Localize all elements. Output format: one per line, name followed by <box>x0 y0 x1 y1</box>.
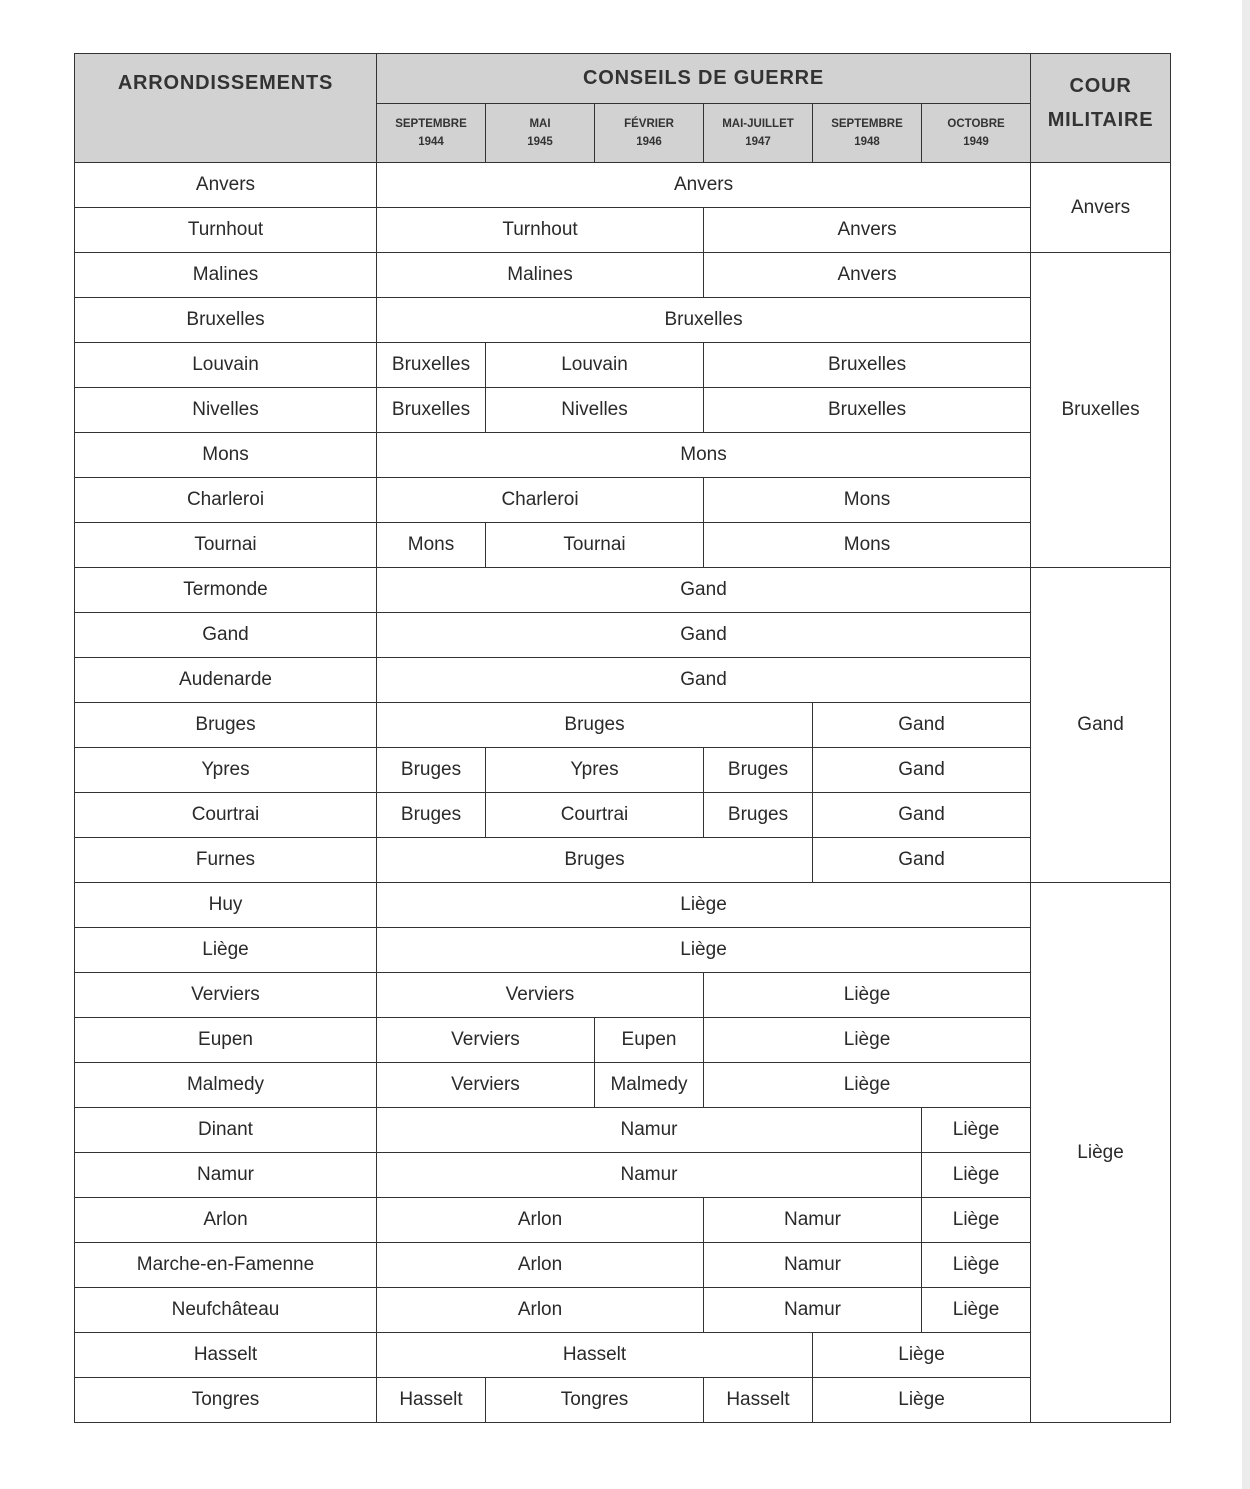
table-header <box>75 54 1171 163</box>
period-year: 1944 <box>418 136 444 148</box>
header-period <box>486 104 595 163</box>
conseil-cell: Bruges <box>377 838 813 883</box>
arrondissement-cell: Arlon <box>75 1198 377 1243</box>
arrondissement-cell: Dinant <box>75 1108 377 1153</box>
conseil-cell: Hasselt <box>377 1378 486 1423</box>
table-row <box>75 658 1171 703</box>
header-period <box>704 104 813 163</box>
period-year: 1945 <box>527 136 553 148</box>
conseil-cell: Liège <box>704 973 1031 1018</box>
conseil-cell: Nivelles <box>486 388 704 433</box>
header-period <box>922 104 1031 163</box>
conseil-cell: Mons <box>377 433 1031 478</box>
conseil-cell: Courtrai <box>486 793 704 838</box>
conseil-cell: Arlon <box>377 1288 704 1333</box>
conseil-cell: Mons <box>704 478 1031 523</box>
conseil-cell: Namur <box>377 1108 922 1153</box>
conseil-cell: Verviers <box>377 1063 595 1108</box>
conseil-cell: Liège <box>813 1378 1031 1423</box>
table-row <box>75 883 1171 928</box>
table-row <box>75 1333 1171 1378</box>
conseil-cell: Hasselt <box>377 1333 813 1378</box>
cour-militaire-cell: Bruxelles <box>1031 253 1171 568</box>
conseil-cell: Liège <box>813 1333 1031 1378</box>
arrondissement-cell: Tournai <box>75 523 377 568</box>
conseil-cell: Tongres <box>486 1378 704 1423</box>
arrondissement-cell: Termonde <box>75 568 377 613</box>
arrondissement-cell: Malmedy <box>75 1063 377 1108</box>
conseil-cell: Mons <box>377 523 486 568</box>
conseil-cell: Verviers <box>377 973 704 1018</box>
conseil-cell: Arlon <box>377 1243 704 1288</box>
table-row <box>75 1153 1171 1198</box>
arrondissement-cell: Hasselt <box>75 1333 377 1378</box>
conseil-cell: Liège <box>377 928 1031 973</box>
arrondissement-cell: Louvain <box>75 343 377 388</box>
conseil-cell: Malines <box>377 253 704 298</box>
conseil-cell: Bruxelles <box>704 388 1031 433</box>
conseil-cell: Tournai <box>486 523 704 568</box>
conseil-cell: Gand <box>813 793 1031 838</box>
conseil-cell: Anvers <box>377 163 1031 208</box>
header-conseils-de-guerre: CONSEILS DE GUERRE <box>377 54 1031 104</box>
table-row <box>75 568 1171 613</box>
table-body <box>75 163 1171 1423</box>
conseil-cell: Eupen <box>595 1018 704 1063</box>
jurisdiction-table <box>74 53 1171 1423</box>
conseil-cell: Bruxelles <box>377 298 1031 343</box>
table-row <box>75 1108 1171 1153</box>
arrondissement-cell: Anvers <box>75 163 377 208</box>
cour-militaire-cell: Gand <box>1031 568 1171 883</box>
period-month: MAI-JUILLET <box>722 118 794 130</box>
table-row <box>75 748 1171 793</box>
conseil-cell: Liège <box>922 1198 1031 1243</box>
table-row <box>75 928 1171 973</box>
table-row <box>75 1378 1171 1423</box>
conseil-cell: Gand <box>813 838 1031 883</box>
cour-militaire-cell: Liège <box>1031 883 1171 1423</box>
arrondissement-cell: Courtrai <box>75 793 377 838</box>
conseil-cell: Gand <box>813 703 1031 748</box>
header-period <box>595 104 704 163</box>
header-period <box>813 104 922 163</box>
conseil-cell: Liège <box>704 1018 1031 1063</box>
arrondissement-cell: Audenarde <box>75 658 377 703</box>
conseil-cell: Bruxelles <box>704 343 1031 388</box>
arrondissement-cell: Namur <box>75 1153 377 1198</box>
period-month: MAI <box>529 118 551 130</box>
table-row <box>75 973 1171 1018</box>
arrondissement-cell: Eupen <box>75 1018 377 1063</box>
table-row <box>75 253 1171 298</box>
table-row <box>75 1063 1171 1108</box>
arrondissement-cell: Marche-en-Famenne <box>75 1243 377 1288</box>
conseil-cell: Namur <box>704 1243 922 1288</box>
arrondissement-cell: Charleroi <box>75 478 377 523</box>
conseil-cell: Bruges <box>704 748 813 793</box>
conseil-cell: Liège <box>922 1288 1031 1333</box>
table-row <box>75 523 1171 568</box>
conseil-cell: Gand <box>813 748 1031 793</box>
conseil-cell: Verviers <box>377 1018 595 1063</box>
conseil-cell: Namur <box>377 1153 922 1198</box>
arrondissement-cell: Turnhout <box>75 208 377 253</box>
conseil-cell: Louvain <box>486 343 704 388</box>
cour-militaire-cell: Anvers <box>1031 163 1171 253</box>
conseil-cell: Bruges <box>377 793 486 838</box>
conseil-cell: Gand <box>377 613 1031 658</box>
conseil-cell: Liège <box>704 1063 1031 1108</box>
arrondissement-cell: Bruges <box>75 703 377 748</box>
conseil-cell: Liège <box>377 883 1031 928</box>
conseil-cell: Bruxelles <box>377 388 486 433</box>
jurisdiction-table-page <box>74 53 1170 1423</box>
table-row <box>75 703 1171 748</box>
period-year: 1947 <box>745 136 771 148</box>
period-month: OCTOBRE <box>947 118 1005 130</box>
table-row <box>75 613 1171 658</box>
page-gutter <box>1242 0 1250 1489</box>
arrondissement-cell: Liège <box>75 928 377 973</box>
conseil-cell: Namur <box>704 1288 922 1333</box>
conseil-cell: Malmedy <box>595 1063 704 1108</box>
table-row <box>75 1018 1171 1063</box>
conseil-cell: Ypres <box>486 748 704 793</box>
period-year: 1946 <box>636 136 662 148</box>
conseil-cell: Gand <box>377 568 1031 613</box>
conseil-cell: Namur <box>704 1198 922 1243</box>
period-year: 1948 <box>854 136 880 148</box>
arrondissement-cell: Tongres <box>75 1378 377 1423</box>
table-row <box>75 298 1171 343</box>
header-row-main <box>75 54 1171 104</box>
arrondissement-cell: Malines <box>75 253 377 298</box>
table-row <box>75 1288 1171 1333</box>
arrondissement-cell: Mons <box>75 433 377 478</box>
arrondissement-cell: Bruxelles <box>75 298 377 343</box>
arrondissement-cell: Verviers <box>75 973 377 1018</box>
header-arrondissements: ARRONDISSEMENTS <box>75 54 377 163</box>
arrondissement-cell: Furnes <box>75 838 377 883</box>
arrondissement-cell: Huy <box>75 883 377 928</box>
table-row <box>75 388 1171 433</box>
conseil-cell: Mons <box>704 523 1031 568</box>
conseil-cell: Arlon <box>377 1198 704 1243</box>
conseil-cell: Bruges <box>704 793 813 838</box>
period-year: 1949 <box>963 136 989 148</box>
table-row <box>75 838 1171 883</box>
conseil-cell: Hasselt <box>704 1378 813 1423</box>
conseil-cell: Bruges <box>377 703 813 748</box>
table-row <box>75 433 1171 478</box>
conseil-cell: Liège <box>922 1108 1031 1153</box>
table-row <box>75 343 1171 388</box>
conseil-cell: Liège <box>922 1153 1031 1198</box>
table-row <box>75 793 1171 838</box>
arrondissement-cell: Nivelles <box>75 388 377 433</box>
conseil-cell: Bruges <box>377 748 486 793</box>
period-month: SEPTEMBRE <box>831 118 903 130</box>
conseil-cell: Anvers <box>704 253 1031 298</box>
table-row <box>75 1198 1171 1243</box>
table-row <box>75 163 1171 208</box>
conseil-cell: Anvers <box>704 208 1031 253</box>
table-row <box>75 1243 1171 1288</box>
period-month: SEPTEMBRE <box>395 118 467 130</box>
conseil-cell: Bruxelles <box>377 343 486 388</box>
arrondissement-cell: Ypres <box>75 748 377 793</box>
period-month: FÉVRIER <box>624 118 674 130</box>
conseil-cell: Charleroi <box>377 478 704 523</box>
table-row <box>75 478 1171 523</box>
header-period <box>377 104 486 163</box>
arrondissement-cell: Neufchâteau <box>75 1288 377 1333</box>
header-cour-militaire: COUR MILITAIRE <box>1031 54 1171 163</box>
table-row <box>75 208 1171 253</box>
conseil-cell: Liège <box>922 1243 1031 1288</box>
arrondissement-cell: Gand <box>75 613 377 658</box>
conseil-cell: Turnhout <box>377 208 704 253</box>
conseil-cell: Gand <box>377 658 1031 703</box>
